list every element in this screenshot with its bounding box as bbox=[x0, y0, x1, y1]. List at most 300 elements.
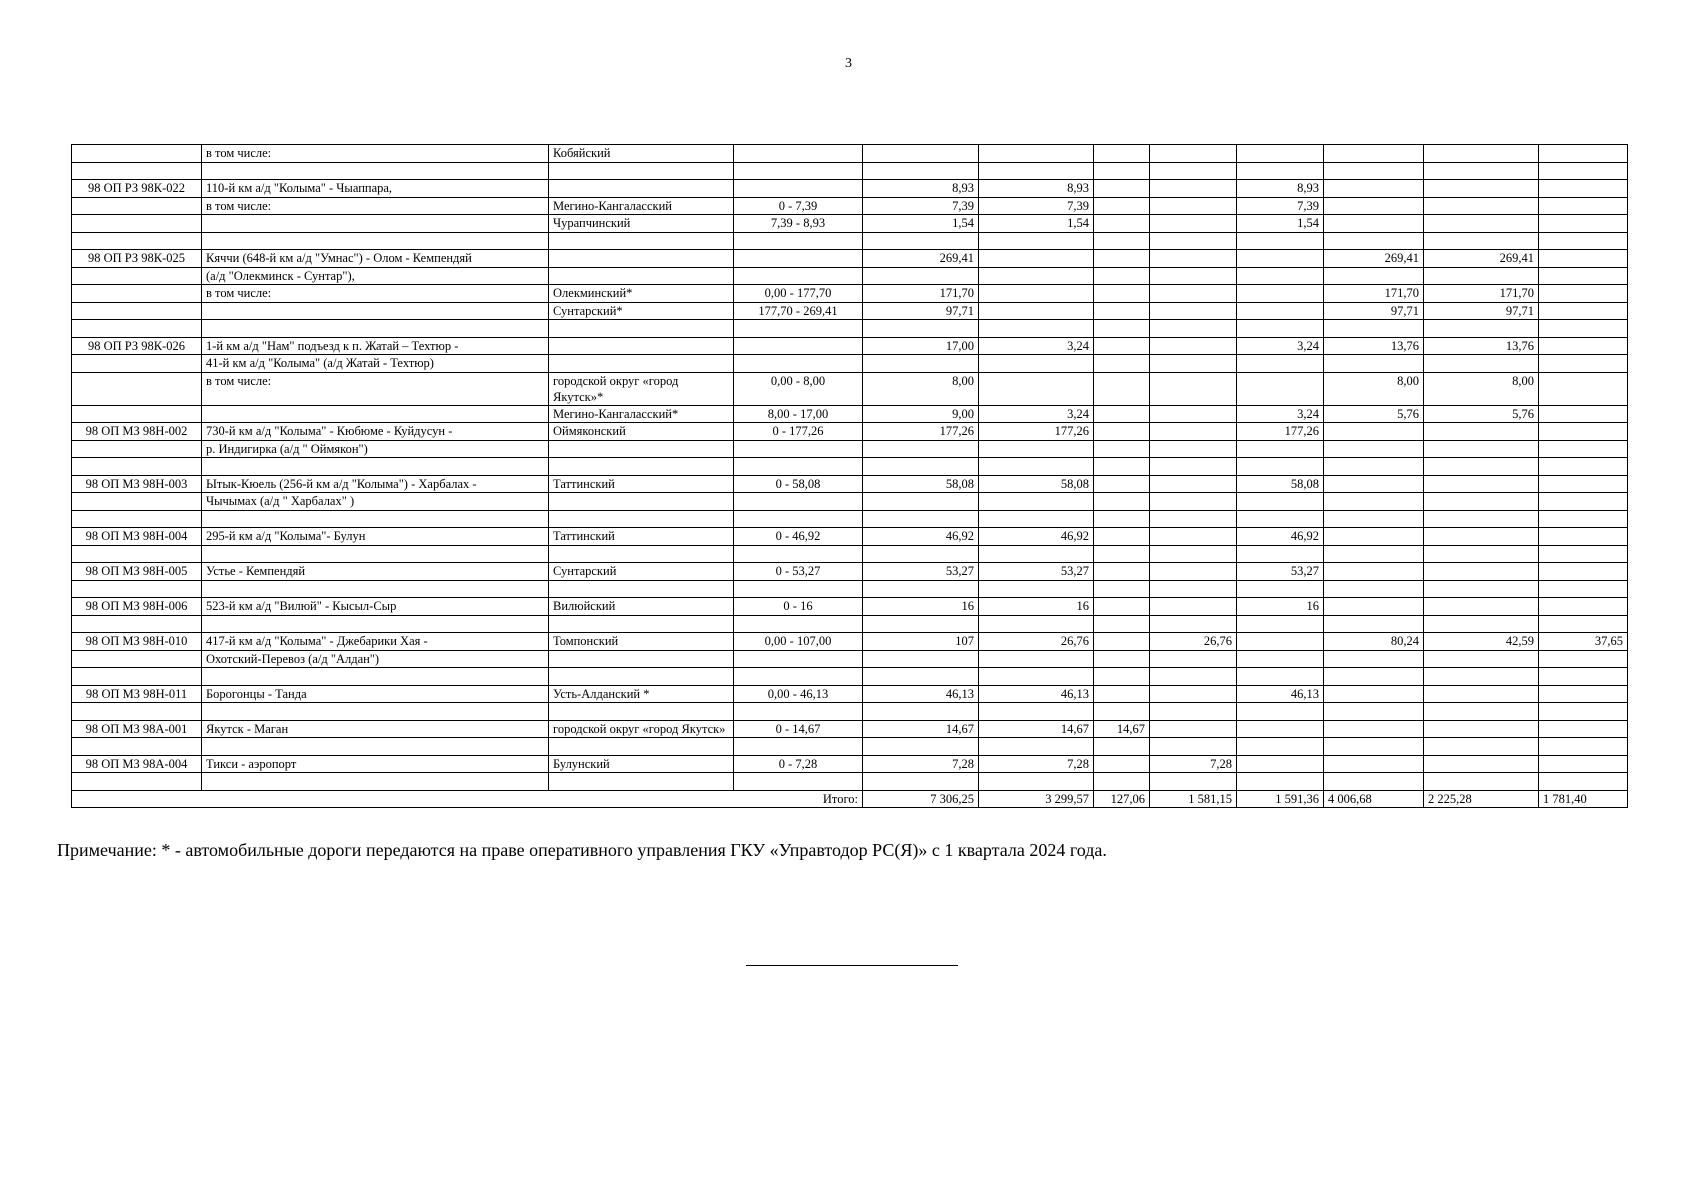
value-cell bbox=[1424, 215, 1539, 233]
road-code-cell: 98 ОП МЗ 98А-004 bbox=[72, 755, 202, 773]
value-cell bbox=[1539, 458, 1628, 476]
district-cell bbox=[549, 545, 734, 563]
km-range-cell: 0 - 7,28 bbox=[734, 755, 863, 773]
road-code-cell: 98 ОП МЗ 98Н-005 bbox=[72, 563, 202, 581]
value-cell bbox=[1424, 720, 1539, 738]
km-range-cell bbox=[734, 493, 863, 511]
length-cell: 46,13 bbox=[863, 685, 979, 703]
value-cell: 8,93 bbox=[979, 180, 1094, 198]
value-cell bbox=[1539, 180, 1628, 198]
road-name-cell bbox=[202, 302, 549, 320]
value-cell: 8,00 bbox=[1324, 372, 1424, 405]
value-cell: 53,27 bbox=[979, 563, 1094, 581]
district-cell: Таттинский bbox=[549, 528, 734, 546]
road-code-cell bbox=[72, 440, 202, 458]
km-range-cell bbox=[734, 337, 863, 355]
length-cell bbox=[863, 232, 979, 250]
road-code-cell: 98 ОП МЗ 98Н-002 bbox=[72, 423, 202, 441]
value-cell bbox=[1424, 510, 1539, 528]
length-cell: 8,93 bbox=[863, 180, 979, 198]
road-name-cell bbox=[202, 580, 549, 598]
district-cell bbox=[549, 355, 734, 373]
district-cell: Булунский bbox=[549, 755, 734, 773]
value-cell bbox=[1424, 703, 1539, 721]
value-cell bbox=[1324, 720, 1424, 738]
road-name-cell bbox=[202, 162, 549, 180]
road-code-cell: 98 ОП РЗ 98К-022 bbox=[72, 180, 202, 198]
value-cell bbox=[1424, 440, 1539, 458]
table-row bbox=[72, 755, 1628, 773]
km-range-cell bbox=[734, 773, 863, 791]
district-cell: Мегино-Кангаласский* bbox=[549, 405, 734, 423]
table-row bbox=[72, 320, 1628, 338]
value-cell: 5,76 bbox=[1324, 405, 1424, 423]
value-cell bbox=[979, 703, 1094, 721]
road-name-cell bbox=[202, 215, 549, 233]
district-cell: Олекминский* bbox=[549, 285, 734, 303]
value-cell bbox=[1324, 703, 1424, 721]
value-cell bbox=[1237, 545, 1324, 563]
value-cell bbox=[1424, 197, 1539, 215]
value-cell bbox=[979, 302, 1094, 320]
road-name-cell: Чычымах (а/д " Харбалах" ) bbox=[202, 493, 549, 511]
total-value: 1 581,15 bbox=[1150, 790, 1237, 808]
value-cell bbox=[1324, 510, 1424, 528]
value-cell bbox=[1539, 320, 1628, 338]
table-row bbox=[72, 580, 1628, 598]
district-cell bbox=[549, 650, 734, 668]
value-cell bbox=[1324, 685, 1424, 703]
value-cell bbox=[1324, 493, 1424, 511]
value-cell: 269,41 bbox=[1324, 250, 1424, 268]
value-cell bbox=[979, 320, 1094, 338]
value-cell bbox=[1094, 580, 1150, 598]
road-name-cell bbox=[202, 545, 549, 563]
value-cell bbox=[1150, 545, 1237, 563]
value-cell: 8,93 bbox=[1237, 180, 1324, 198]
value-cell bbox=[1150, 773, 1237, 791]
value-cell bbox=[1237, 285, 1324, 303]
length-cell: 8,00 bbox=[863, 372, 979, 405]
value-cell bbox=[1094, 232, 1150, 250]
km-range-cell bbox=[734, 703, 863, 721]
value-cell bbox=[1094, 162, 1150, 180]
value-cell: 26,76 bbox=[979, 633, 1094, 651]
district-cell bbox=[549, 180, 734, 198]
value-cell: 3,24 bbox=[979, 405, 1094, 423]
value-cell bbox=[1150, 405, 1237, 423]
value-cell bbox=[1094, 355, 1150, 373]
district-cell: Таттинский bbox=[549, 475, 734, 493]
district-cell: городской округ «город Якутск» bbox=[549, 720, 734, 738]
value-cell bbox=[1539, 755, 1628, 773]
value-cell bbox=[1539, 372, 1628, 405]
value-cell bbox=[1094, 493, 1150, 511]
value-cell bbox=[1237, 372, 1324, 405]
km-range-cell bbox=[734, 180, 863, 198]
value-cell bbox=[1324, 528, 1424, 546]
value-cell: 37,65 bbox=[1539, 633, 1628, 651]
value-cell bbox=[1324, 773, 1424, 791]
value-cell bbox=[1094, 267, 1150, 285]
value-cell bbox=[1150, 703, 1237, 721]
road-name-cell bbox=[202, 703, 549, 721]
value-cell bbox=[1237, 232, 1324, 250]
value-cell bbox=[1539, 337, 1628, 355]
table-row bbox=[72, 180, 1628, 198]
value-cell bbox=[1237, 633, 1324, 651]
value-cell: 269,41 bbox=[1424, 250, 1539, 268]
value-cell bbox=[1237, 615, 1324, 633]
value-cell bbox=[1150, 440, 1237, 458]
total-label: Итого: bbox=[72, 790, 863, 808]
km-range-cell bbox=[734, 580, 863, 598]
value-cell bbox=[1150, 598, 1237, 616]
value-cell bbox=[1424, 773, 1539, 791]
value-cell bbox=[1237, 738, 1324, 756]
value-cell bbox=[1094, 475, 1150, 493]
road-name-cell: Якутск - Маган bbox=[202, 720, 549, 738]
total-value: 2 225,28 bbox=[1424, 790, 1539, 808]
value-cell: 3,24 bbox=[1237, 405, 1324, 423]
value-cell bbox=[1150, 685, 1237, 703]
value-cell: 7,39 bbox=[1237, 197, 1324, 215]
road-code-cell bbox=[72, 458, 202, 476]
road-name-cell bbox=[202, 738, 549, 756]
end-divider bbox=[746, 965, 958, 966]
table-row bbox=[72, 738, 1628, 756]
value-cell bbox=[1237, 755, 1324, 773]
value-cell bbox=[1237, 493, 1324, 511]
value-cell bbox=[1424, 528, 1539, 546]
value-cell bbox=[1424, 162, 1539, 180]
value-cell: 177,26 bbox=[1237, 423, 1324, 441]
km-range-cell: 0 - 46,92 bbox=[734, 528, 863, 546]
value-cell bbox=[1539, 668, 1628, 686]
km-range-cell: 0,00 - 8,00 bbox=[734, 372, 863, 405]
value-cell bbox=[1539, 405, 1628, 423]
road-code-cell bbox=[72, 773, 202, 791]
road-code-cell bbox=[72, 650, 202, 668]
value-cell bbox=[1094, 510, 1150, 528]
value-cell bbox=[1237, 162, 1324, 180]
km-range-cell bbox=[734, 320, 863, 338]
value-cell bbox=[1237, 145, 1324, 163]
value-cell bbox=[1324, 215, 1424, 233]
road-name-cell: Тикси - аэропорт bbox=[202, 755, 549, 773]
district-cell: Оймяконский bbox=[549, 423, 734, 441]
table-row bbox=[72, 650, 1628, 668]
value-cell bbox=[1539, 580, 1628, 598]
value-cell: 7,39 bbox=[979, 197, 1094, 215]
length-cell: 7,39 bbox=[863, 197, 979, 215]
district-cell bbox=[549, 493, 734, 511]
value-cell bbox=[1094, 320, 1150, 338]
road-code-cell: 98 ОП МЗ 98Н-004 bbox=[72, 528, 202, 546]
value-cell bbox=[1424, 180, 1539, 198]
road-name-cell: Борогонцы - Танда bbox=[202, 685, 549, 703]
value-cell: 3,24 bbox=[979, 337, 1094, 355]
value-cell bbox=[1150, 738, 1237, 756]
value-cell bbox=[1424, 320, 1539, 338]
value-cell bbox=[1150, 528, 1237, 546]
length-cell: 53,27 bbox=[863, 563, 979, 581]
value-cell bbox=[1539, 650, 1628, 668]
value-cell bbox=[1094, 755, 1150, 773]
table-row bbox=[72, 372, 1628, 405]
table-row bbox=[72, 423, 1628, 441]
value-cell bbox=[979, 545, 1094, 563]
value-cell bbox=[1094, 197, 1150, 215]
km-range-cell bbox=[734, 440, 863, 458]
value-cell bbox=[1094, 423, 1150, 441]
value-cell bbox=[1539, 738, 1628, 756]
km-range-cell bbox=[734, 458, 863, 476]
value-cell bbox=[1150, 162, 1237, 180]
table-row bbox=[72, 458, 1628, 476]
length-cell bbox=[863, 703, 979, 721]
value-cell: 5,76 bbox=[1424, 405, 1539, 423]
length-cell bbox=[863, 738, 979, 756]
value-cell bbox=[1424, 458, 1539, 476]
road-name-cell bbox=[202, 320, 549, 338]
value-cell: 46,13 bbox=[1237, 685, 1324, 703]
table-row bbox=[72, 250, 1628, 268]
value-cell bbox=[1094, 285, 1150, 303]
road-name-cell: в том числе: bbox=[202, 285, 549, 303]
value-cell bbox=[1094, 145, 1150, 163]
value-cell bbox=[1150, 510, 1237, 528]
value-cell: 42,59 bbox=[1424, 633, 1539, 651]
road-code-cell bbox=[72, 232, 202, 250]
km-range-cell: 0 - 7,39 bbox=[734, 197, 863, 215]
value-cell bbox=[1424, 563, 1539, 581]
footnote: Примечание: * - автомобильные дороги передаются на праве оперативного управления ГКУ «Управтодор РС(Я)» с 1 квартала 2024 года. bbox=[57, 840, 1107, 860]
road-code-cell: 98 ОП МЗ 98Н-006 bbox=[72, 598, 202, 616]
value-cell bbox=[979, 267, 1094, 285]
district-cell: городской округ «город Якутск»* bbox=[549, 372, 734, 405]
district-cell bbox=[549, 703, 734, 721]
value-cell bbox=[1237, 773, 1324, 791]
road-code-cell: 98 ОП МЗ 98Н-010 bbox=[72, 633, 202, 651]
value-cell bbox=[1324, 545, 1424, 563]
value-cell bbox=[1324, 145, 1424, 163]
value-cell bbox=[979, 493, 1094, 511]
value-cell bbox=[1094, 738, 1150, 756]
length-cell: 269,41 bbox=[863, 250, 979, 268]
road-name-cell: 41-й км а/д "Колыма" (а/д Жатай - Техтюр) bbox=[202, 355, 549, 373]
length-cell: 7,28 bbox=[863, 755, 979, 773]
value-cell bbox=[1094, 405, 1150, 423]
road-name-cell bbox=[202, 458, 549, 476]
table-row bbox=[72, 598, 1628, 616]
road-code-cell bbox=[72, 738, 202, 756]
value-cell bbox=[1324, 197, 1424, 215]
value-cell bbox=[979, 250, 1094, 268]
length-cell bbox=[863, 162, 979, 180]
road-code-cell bbox=[72, 267, 202, 285]
road-name-cell: в том числе: bbox=[202, 145, 549, 163]
table-row bbox=[72, 633, 1628, 651]
length-cell: 171,70 bbox=[863, 285, 979, 303]
value-cell bbox=[1424, 668, 1539, 686]
roads-table bbox=[71, 144, 1628, 808]
value-cell: 14,67 bbox=[979, 720, 1094, 738]
value-cell bbox=[1324, 668, 1424, 686]
value-cell bbox=[1424, 685, 1539, 703]
value-cell bbox=[1539, 773, 1628, 791]
table-row bbox=[72, 405, 1628, 423]
value-cell bbox=[1324, 423, 1424, 441]
value-cell bbox=[1094, 615, 1150, 633]
table-row bbox=[72, 563, 1628, 581]
length-cell bbox=[863, 773, 979, 791]
road-name-cell: Кяччи (648-й км а/д "Умнас") - Олом - Кемпендяй bbox=[202, 250, 549, 268]
road-code-cell: 98 ОП РЗ 98К-025 bbox=[72, 250, 202, 268]
value-cell: 8,00 bbox=[1424, 372, 1539, 405]
road-code-cell bbox=[72, 703, 202, 721]
km-range-cell bbox=[734, 738, 863, 756]
road-code-cell bbox=[72, 668, 202, 686]
value-cell bbox=[979, 162, 1094, 180]
value-cell: 14,67 bbox=[1094, 720, 1150, 738]
value-cell bbox=[1094, 633, 1150, 651]
district-cell: Чурапчинский bbox=[549, 215, 734, 233]
road-name-cell: 295-й км а/д "Колыма"- Булун bbox=[202, 528, 549, 546]
value-cell bbox=[1539, 703, 1628, 721]
road-name-cell bbox=[202, 510, 549, 528]
length-cell bbox=[863, 440, 979, 458]
km-range-cell bbox=[734, 232, 863, 250]
value-cell bbox=[1094, 180, 1150, 198]
value-cell: 171,70 bbox=[1324, 285, 1424, 303]
value-cell bbox=[1539, 440, 1628, 458]
value-cell bbox=[979, 738, 1094, 756]
road-name-cell bbox=[202, 405, 549, 423]
km-range-cell: 0,00 - 107,00 bbox=[734, 633, 863, 651]
value-cell: 97,71 bbox=[1424, 302, 1539, 320]
km-range-cell: 7,39 - 8,93 bbox=[734, 215, 863, 233]
road-code-cell bbox=[72, 145, 202, 163]
road-name-cell: Устье - Кемпендяй bbox=[202, 563, 549, 581]
value-cell bbox=[1539, 685, 1628, 703]
road-code-cell bbox=[72, 355, 202, 373]
value-cell bbox=[1237, 510, 1324, 528]
table-row bbox=[72, 493, 1628, 511]
value-cell bbox=[1424, 755, 1539, 773]
road-name-cell bbox=[202, 773, 549, 791]
road-code-cell bbox=[72, 197, 202, 215]
road-name-cell: 110-й км а/д "Колыма" - Чыаппара, bbox=[202, 180, 549, 198]
length-cell bbox=[863, 320, 979, 338]
road-code-cell bbox=[72, 372, 202, 405]
road-name-cell: 417-й км а/д "Колыма" - Джебарики Хая - bbox=[202, 633, 549, 651]
value-cell bbox=[1150, 720, 1237, 738]
value-cell bbox=[1324, 738, 1424, 756]
value-cell bbox=[979, 372, 1094, 405]
road-name-cell bbox=[202, 668, 549, 686]
value-cell bbox=[1094, 302, 1150, 320]
value-cell: 177,26 bbox=[979, 423, 1094, 441]
value-cell bbox=[1094, 250, 1150, 268]
value-cell bbox=[1539, 545, 1628, 563]
district-cell bbox=[549, 773, 734, 791]
district-cell bbox=[549, 668, 734, 686]
table-row bbox=[72, 615, 1628, 633]
value-cell: 16 bbox=[1237, 598, 1324, 616]
district-cell bbox=[549, 738, 734, 756]
value-cell: 26,76 bbox=[1150, 633, 1237, 651]
table-row bbox=[72, 145, 1628, 163]
value-cell bbox=[1150, 337, 1237, 355]
total-value: 1 781,40 bbox=[1539, 790, 1628, 808]
road-code-cell bbox=[72, 580, 202, 598]
district-cell bbox=[549, 320, 734, 338]
length-cell: 97,71 bbox=[863, 302, 979, 320]
value-cell: 53,27 bbox=[1237, 563, 1324, 581]
value-cell bbox=[979, 458, 1094, 476]
value-cell bbox=[1094, 598, 1150, 616]
value-cell bbox=[1539, 493, 1628, 511]
table-row bbox=[72, 475, 1628, 493]
table-row bbox=[72, 528, 1628, 546]
district-cell bbox=[549, 440, 734, 458]
table-row bbox=[72, 197, 1628, 215]
road-code-cell bbox=[72, 615, 202, 633]
value-cell bbox=[979, 650, 1094, 668]
table-row bbox=[72, 267, 1628, 285]
value-cell bbox=[1150, 267, 1237, 285]
table-row bbox=[72, 545, 1628, 563]
value-cell: 58,08 bbox=[1237, 475, 1324, 493]
road-code-cell bbox=[72, 545, 202, 563]
value-cell bbox=[1094, 440, 1150, 458]
value-cell bbox=[1324, 320, 1424, 338]
value-cell bbox=[1094, 528, 1150, 546]
road-code-cell bbox=[72, 162, 202, 180]
value-cell bbox=[1539, 250, 1628, 268]
road-name-cell: р. Индигирка (а/д " Оймякон") bbox=[202, 440, 549, 458]
value-cell: 7,28 bbox=[1150, 755, 1237, 773]
km-range-cell: 8,00 - 17,00 bbox=[734, 405, 863, 423]
value-cell bbox=[1150, 215, 1237, 233]
road-code-cell bbox=[72, 215, 202, 233]
value-cell bbox=[1539, 285, 1628, 303]
km-range-cell bbox=[734, 145, 863, 163]
value-cell bbox=[1094, 563, 1150, 581]
value-cell bbox=[1539, 475, 1628, 493]
table-row bbox=[72, 685, 1628, 703]
road-code-cell bbox=[72, 285, 202, 303]
value-cell bbox=[1539, 615, 1628, 633]
value-cell bbox=[1324, 180, 1424, 198]
length-cell bbox=[863, 458, 979, 476]
district-cell: Сунтарский* bbox=[549, 302, 734, 320]
value-cell bbox=[1150, 668, 1237, 686]
value-cell bbox=[1539, 720, 1628, 738]
value-cell bbox=[1539, 563, 1628, 581]
km-range-cell: 0,00 - 46,13 bbox=[734, 685, 863, 703]
value-cell bbox=[1324, 615, 1424, 633]
district-cell: Мегино-Кангаласский bbox=[549, 197, 734, 215]
km-range-cell: 0 - 14,67 bbox=[734, 720, 863, 738]
district-cell bbox=[549, 337, 734, 355]
value-cell bbox=[1424, 580, 1539, 598]
length-cell: 177,26 bbox=[863, 423, 979, 441]
total-value: 3 299,57 bbox=[979, 790, 1094, 808]
km-range-cell bbox=[734, 162, 863, 180]
value-cell bbox=[979, 440, 1094, 458]
